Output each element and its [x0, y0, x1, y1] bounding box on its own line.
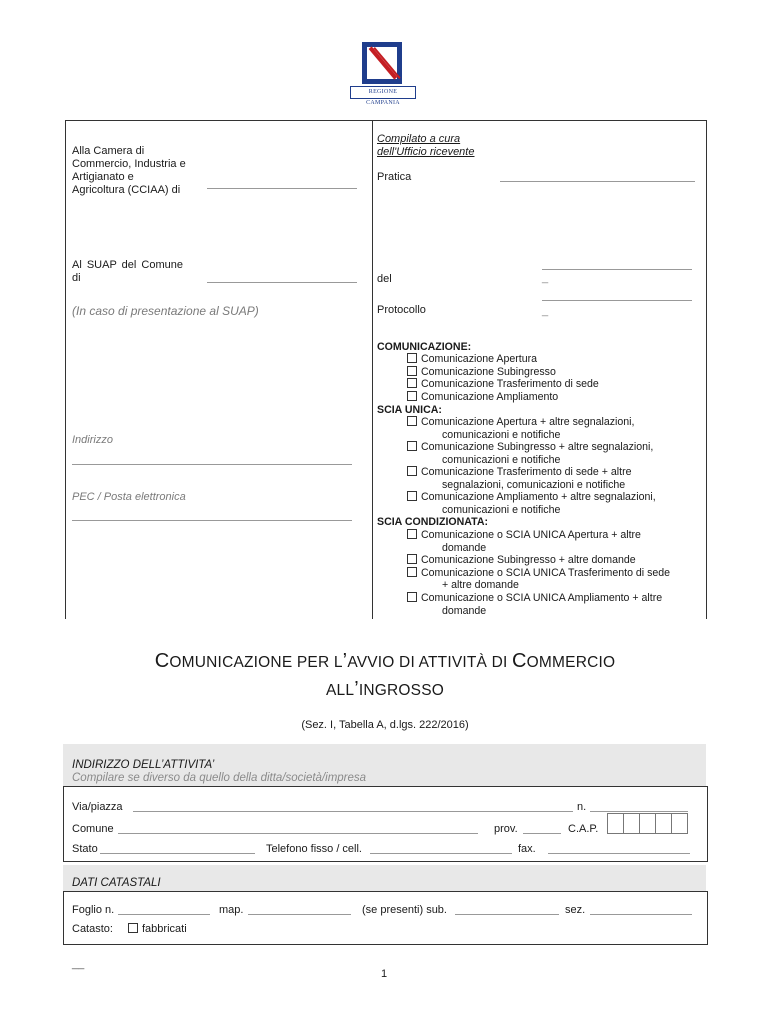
indirizzo-field[interactable]	[72, 464, 352, 465]
option-comunicazione-trasferimento[interactable]: Comunicazione Trasferimento di sede	[407, 378, 599, 391]
protocollo-field-tail: _	[542, 305, 549, 317]
checkbox[interactable]	[407, 592, 417, 602]
telefono-label: Telefono fisso / cell.	[266, 843, 362, 855]
scia-condizionata-heading: SCIA CONDIZIONATA:	[377, 516, 489, 528]
option-cond-ampliamento-cont: domande	[442, 605, 487, 617]
telefono-field[interactable]	[370, 853, 512, 854]
option-cond-subingresso[interactable]: Comunicazione Subingresso + altre domande	[407, 554, 636, 567]
checkbox[interactable]	[407, 466, 417, 476]
foglio-label: Foglio n.	[72, 904, 115, 916]
option-scia-ampliamento[interactable]: Comunicazione Ampliamento + altre segnalazioni,	[407, 491, 656, 504]
checkbox[interactable]	[407, 391, 417, 401]
checkbox[interactable]	[407, 529, 417, 539]
suap-label: Al SUAP del Comune di	[72, 259, 183, 284]
option-cond-trasferimento[interactable]: Comunicazione o SCIA UNICA Trasferimento di sede	[407, 567, 670, 580]
comune-label: Comune	[72, 823, 114, 835]
del-field[interactable]	[542, 269, 692, 270]
checkbox[interactable]	[407, 366, 417, 376]
option-comunicazione-apertura[interactable]: Comunicazione Apertura	[407, 353, 537, 366]
protocollo-label: Protocollo	[377, 304, 426, 316]
footer-mark: __	[72, 958, 85, 970]
stato-label: Stato	[72, 843, 98, 855]
via-field[interactable]	[133, 811, 573, 812]
checkbox[interactable]	[407, 353, 417, 363]
option-cond-ampliamento[interactable]: Comunicazione o SCIA UNICA Ampliamento + altre	[407, 592, 662, 605]
regione-campania-logo	[350, 42, 414, 106]
option-scia-ampliamento-cont: comunicazioni e notifiche	[442, 504, 561, 516]
scia-unica-heading: SCIA UNICA:	[377, 404, 442, 416]
catasto-label: Catasto:	[72, 923, 113, 935]
dati-catastali-box	[63, 891, 708, 945]
prov-label: prov.	[494, 823, 518, 835]
cap-label: C.A.P.	[568, 823, 599, 835]
sub-field[interactable]	[455, 914, 559, 915]
coat-of-arms-icon	[362, 42, 402, 84]
comunicazione-heading: COMUNICAZIONE:	[377, 341, 472, 353]
option-comunicazione-ampliamento[interactable]: Comunicazione Ampliamento	[407, 391, 558, 404]
del-label: del	[377, 273, 392, 285]
map-field[interactable]	[248, 914, 351, 915]
option-scia-trasferimento-cont: segnalazioni, comunicazioni e notifiche	[442, 479, 626, 491]
protocollo-field[interactable]	[542, 300, 692, 301]
del-field-tail: _	[542, 272, 549, 284]
n-label: n.	[577, 801, 587, 813]
checkbox[interactable]	[407, 567, 417, 577]
suap-field[interactable]	[207, 282, 357, 283]
pec-label: PEC / Posta elettronica	[72, 491, 186, 503]
n-field[interactable]	[590, 811, 688, 812]
page-title: COMUNICAZIONE PER L’AVVIO DI ATTIVITÀ DI COMMERCIO ALL’INGROSSO	[154, 650, 616, 700]
stato-field[interactable]	[100, 853, 255, 854]
page-subtitle: (Sez. I, Tabella A, d.lgs. 222/2016)	[301, 719, 469, 731]
via-label: Via/piazza	[72, 801, 123, 813]
prov-field[interactable]	[523, 833, 561, 834]
option-cond-trasferimento-cont: + altre domande	[442, 579, 519, 591]
sez-field[interactable]	[590, 914, 692, 915]
cap-field[interactable]	[607, 813, 687, 837]
option-scia-subingresso-cont: comunicazioni e notifiche	[442, 454, 561, 466]
option-scia-subingresso[interactable]: Comunicazione Subingresso + altre segnalazioni,	[407, 441, 653, 454]
comune-field[interactable]	[118, 833, 478, 834]
compilato-note: Compilato a cura dell'Ufficio ricevente	[377, 133, 475, 158]
checkbox[interactable]	[407, 441, 417, 451]
checkbox[interactable]	[407, 416, 417, 426]
fax-field[interactable]	[548, 853, 690, 854]
pratica-field[interactable]	[500, 181, 695, 182]
indirizzo-attivita-heading: INDIRIZZO DELL’ATTIVITA’	[72, 759, 215, 771]
checkbox[interactable]	[128, 923, 138, 933]
option-scia-trasferimento[interactable]: Comunicazione Trasferimento di sede + altre	[407, 466, 632, 479]
pec-field[interactable]	[72, 520, 352, 521]
indirizzo-attivita-subheading: Compilare se diverso da quello della ditta/società/impresa	[72, 772, 367, 784]
sub-label: (se presenti) sub.	[362, 904, 447, 916]
fax-label: fax.	[518, 843, 536, 855]
option-scia-apertura[interactable]: Comunicazione Apertura + altre segnalazioni,	[407, 416, 634, 429]
indirizzo-label: Indirizzo	[72, 434, 113, 446]
checkbox[interactable]	[407, 491, 417, 501]
option-cond-apertura[interactable]: Comunicazione o SCIA UNICA Apertura + altre	[407, 529, 641, 542]
logo-caption: REGIONE CAMPANIA	[350, 86, 416, 99]
dati-catastali-heading: DATI CATASTALI	[72, 877, 161, 889]
cciaa-field[interactable]	[207, 188, 357, 189]
suap-note: (In caso di presentazione al SUAP)	[72, 304, 259, 318]
option-cond-apertura-cont: domande	[442, 542, 487, 554]
sez-label: sez.	[565, 904, 586, 916]
option-comunicazione-subingresso[interactable]: Comunicazione Subingresso	[407, 366, 556, 379]
option-scia-apertura-cont: comunicazioni e notifiche	[442, 429, 561, 441]
checkbox[interactable]	[407, 554, 417, 564]
map-label: map.	[219, 904, 244, 916]
cciaa-label: Alla Camera di Commercio, Industria e Artigianato e Agricoltura (CCIAA) di	[72, 145, 186, 196]
page-number: 1	[381, 968, 388, 980]
checkbox[interactable]	[407, 378, 417, 388]
pratica-label: Pratica	[377, 171, 412, 183]
option-fabbricati[interactable]: fabbricati	[128, 923, 187, 936]
foglio-field[interactable]	[118, 914, 210, 915]
